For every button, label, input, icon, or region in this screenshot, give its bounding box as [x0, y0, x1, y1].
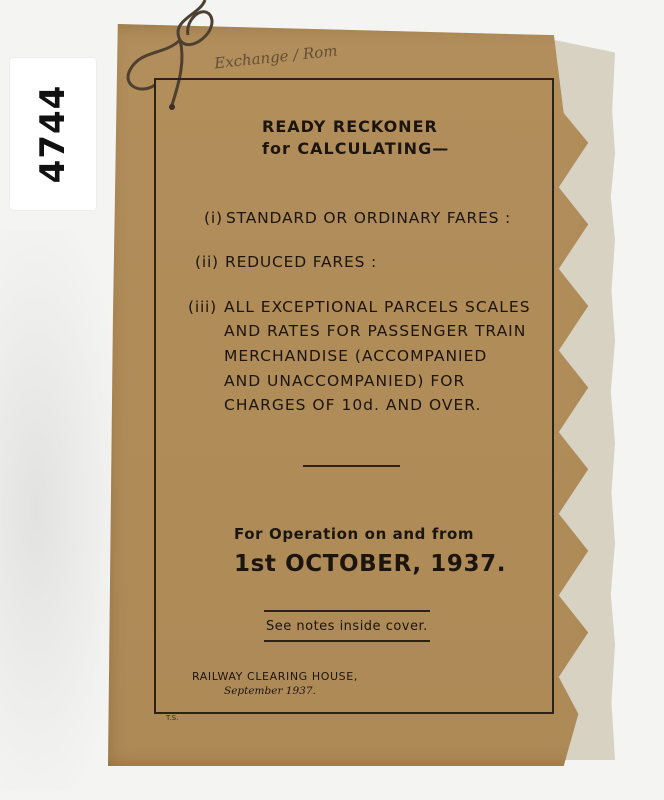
- notes-rule-top: [264, 610, 430, 612]
- operation-date: 1st OCTOBER, 1937.: [234, 551, 507, 577]
- printer-mark: T.S.: [166, 714, 179, 722]
- center-divider: [303, 465, 400, 467]
- operation-line: For Operation on and from: [234, 525, 475, 543]
- item-3-line-5: CHARGES OF 10d. AND OVER.: [224, 396, 482, 414]
- item-2-marker: (ii): [195, 253, 219, 271]
- item-3-marker: (iii): [188, 298, 218, 316]
- catalog-number: 4744: [33, 84, 73, 184]
- item-1-marker: (i): [204, 209, 223, 227]
- heading-line-1: READY RECKONER: [262, 117, 438, 136]
- catalog-number-label: [10, 58, 96, 210]
- item-3-line-2: AND RATES FOR PASSENGER TRAIN: [224, 322, 527, 340]
- notes-text: See notes inside cover.: [266, 619, 428, 634]
- notes-rule-bottom: [264, 640, 430, 642]
- background-shadow: [0, 230, 120, 790]
- publication-date: September 1937.: [224, 685, 316, 697]
- item-3-line-4: AND UNACCOMPANIED) FOR: [224, 372, 466, 390]
- heading-line-2: for CALCULATING—: [262, 139, 450, 158]
- item-2-line-1: REDUCED FARES :: [225, 253, 377, 271]
- item-1-line-1: STANDARD OR ORDINARY FARES :: [226, 209, 511, 227]
- item-3-line-1: ALL EXCEPTIONAL PARCELS SCALES: [224, 298, 531, 316]
- item-3-line-3: MERCHANDISE (ACCOMPANIED: [224, 347, 488, 365]
- publisher: RAILWAY CLEARING HOUSE,: [192, 670, 358, 683]
- handwritten-annotation: Exchange / Rom: [213, 41, 339, 73]
